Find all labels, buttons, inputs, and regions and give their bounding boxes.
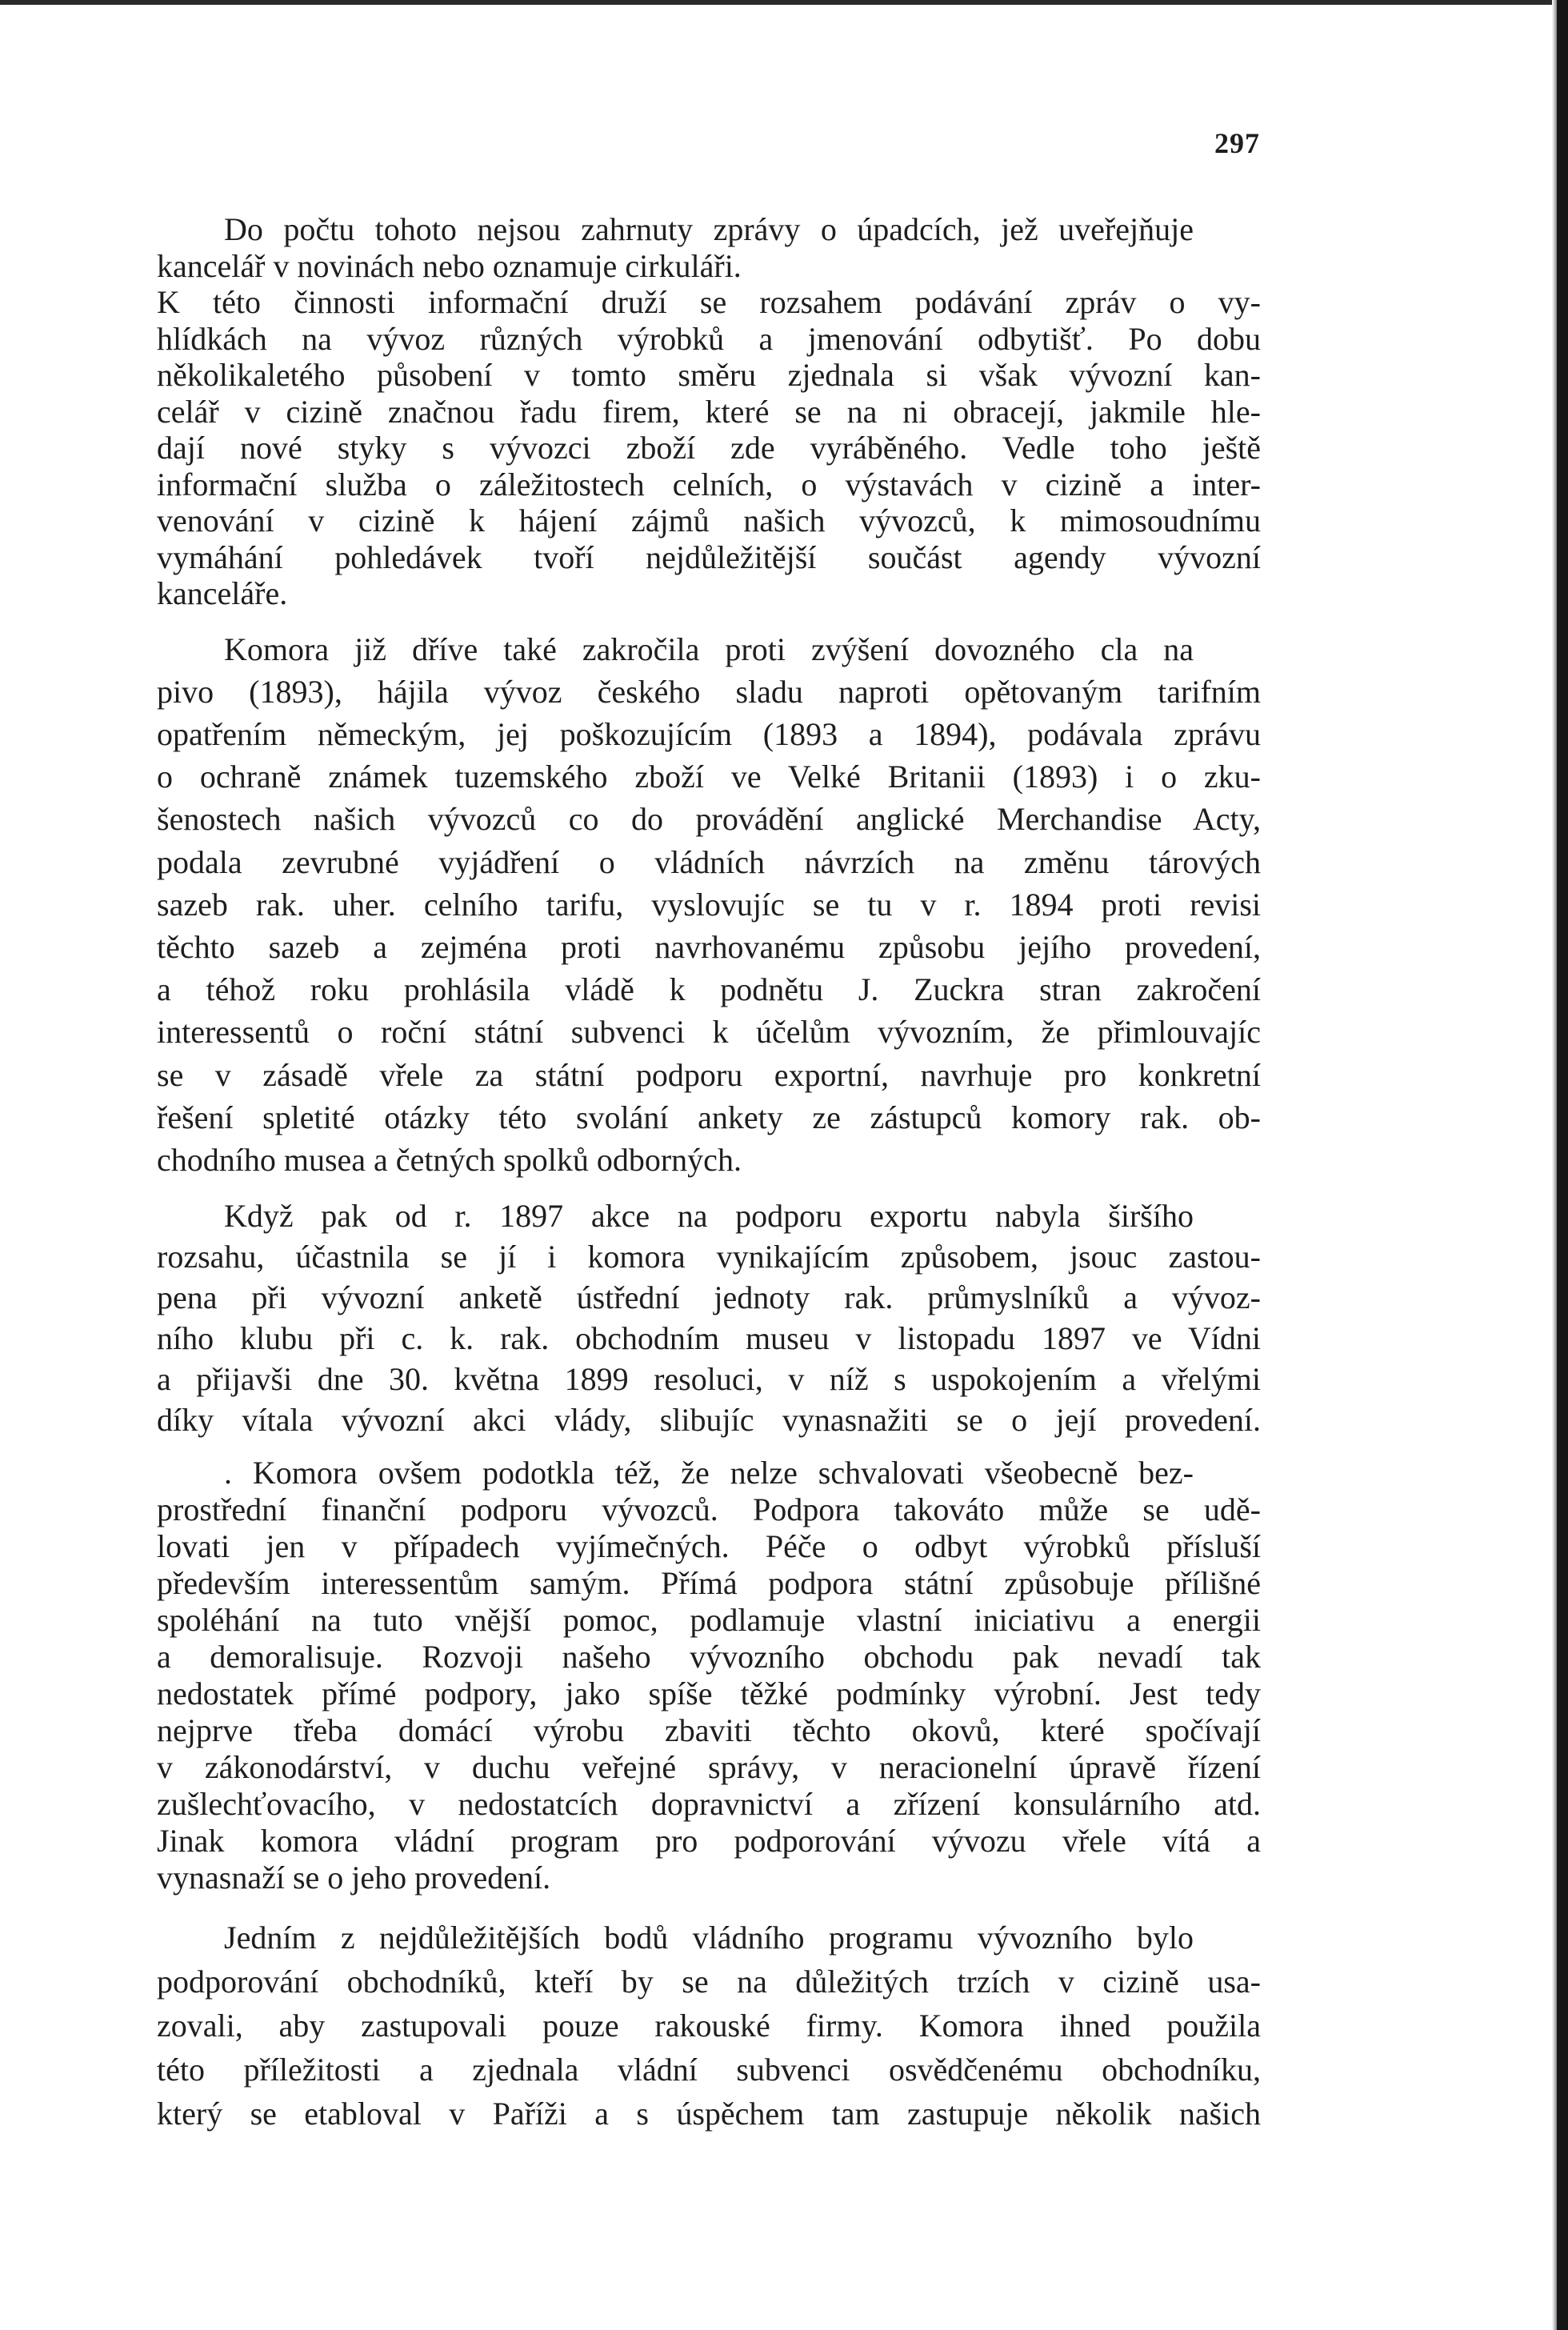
text-line: vynasnaží se o jeho provedení.	[157, 1860, 551, 1896]
text-line: venování v cizině k hájení zájmů našich vývozců, k mimosoudnímu	[157, 502, 1261, 538]
text-line: nedostatek přímé podpory, jako spíše těžké podmínky výrobní. Jest tedy	[157, 1675, 1261, 1712]
paragraph-1	[157, 211, 1261, 612]
text-line: v zákonodárství, v duchu veřejné správy, v neracionelní úpravě řízení	[157, 1749, 1261, 1786]
text-line: který se etabloval v Paříži a s úspěchem tam zastupuje několik našich	[157, 2096, 1261, 2132]
text-line: této příležitosti a zjednala vládní subvenci osvědčenému obchodníku,	[157, 2052, 1261, 2088]
text-line: zovali, aby zastupovali pouze rakouské firmy. Komora ihned použila	[157, 2008, 1261, 2044]
scan-top-edge	[0, 0, 1568, 5]
text-line: o ochraně známek tuzemského zboží ve Velké Britanii (1893) i o zku-	[157, 759, 1261, 795]
text-line: rozsahu, účastnila se jí i komora vynikajícím způsobem, jsouc zastou-	[157, 1239, 1261, 1275]
text-line: a demoralisuje. Rozvoji našeho vývozního obchodu pak nevadí tak	[157, 1639, 1261, 1675]
paragraph-4	[157, 1455, 1261, 1896]
body-text	[157, 211, 1261, 2136]
text-line: a přijavši dne 30. května 1899 resoluci, v níž s uspokojením a vřelými	[157, 1361, 1261, 1398]
paragraph-2	[157, 628, 1261, 1182]
text-line: několikaletého působení v tomto směru zjednala si však vývozní kan-	[157, 357, 1261, 393]
text-line: . Komora ovšem podotkla též, že nelze schvalovati všeobecně bez-	[224, 1455, 1194, 1491]
text-line: hlídkách na vývoz různých výrobků a jmenování odbytišť. Po dobu	[157, 320, 1261, 357]
text-line: celář v cizině značnou řadu firem, které se na ni obracejí, jakmile hle-	[157, 393, 1261, 430]
text-line: informační služba o záležitostech celních, o výstavách v cizině a inter-	[157, 466, 1261, 502]
text-line: podala zevrubné vyjádření o vládních návrzích na změnu tárových	[157, 843, 1261, 880]
text-line: především interessentům samým. Přímá podpora státní způsobuje přílišné	[157, 1565, 1261, 1602]
text-line: opatřením německým, jej poškozujícím (1893 a 1894), podávala zprávu	[157, 715, 1261, 752]
text-line: prostřední finanční podporu vývozců. Podpora takováto může se udě-	[157, 1491, 1261, 1528]
text-line: Jinak komora vládní program pro podporování vývozu vřele vítá a	[157, 1823, 1261, 1860]
text-line: podporování obchodníků, kteří by se na důležitých trzích v cizině usa-	[157, 1964, 1261, 2000]
text-line: zušlechťovacího, v nedostatcích dopravnictví a zřízení konsulárního atd.	[157, 1786, 1261, 1823]
text-line: Do počtu tohoto nejsou zahrnuty zprávy o úpadcích, jež uveřejňuje	[224, 211, 1194, 247]
page-number: 297	[1214, 127, 1260, 159]
text-line: těchto sazeb a zejména proti navrhovanému způsobu jejího provedení,	[157, 928, 1261, 965]
text-line: Komora již dříve také zakročila proti zvýšení dovozného cla na	[224, 631, 1194, 667]
text-line: vymáhání pohledávek tvoří nejdůležitější součást agendy vývozní	[157, 538, 1261, 575]
text-line: kanceláře.	[157, 575, 288, 611]
text-line: Jedním z nejdůležitějších bodů vládního programu vývozního bylo	[224, 1920, 1194, 1956]
paragraph-5	[157, 1916, 1261, 2136]
text-line: řešení spletité otázky této svolání ankety ze zástupců komory rak. ob-	[157, 1099, 1261, 1135]
text-line: pivo (1893), hájila vývoz českého sladu naproti opětovaným tarifním	[157, 673, 1261, 710]
text-line: kancelář v novinách nebo oznamuje cirkuláři.	[157, 247, 742, 284]
text-line: K této činnosti informační druží se rozsahem podávání zpráv o vy-	[157, 284, 1261, 320]
text-line: spoléhání na tuto vnější pomoc, podlamuje vlastní iniciativu a energii	[157, 1602, 1261, 1639]
text-line: díky vítala vývozní akci vlády, slibujíc vynasnažiti se o její provedení.	[157, 1402, 1261, 1439]
text-line: chodního musea a četných spolků odborných.	[157, 1141, 742, 1178]
text-line: pena při vývozní anketě ústřední jednoty rak. průmyslníků a vývoz-	[157, 1279, 1261, 1316]
text-line: interessentů o roční státní subvenci k účelům vývozním, že přimlouvajíc	[157, 1014, 1261, 1051]
text-line: sazeb rak. uher. celního tarifu, vyslovujíc se tu v r. 1894 proti revisi	[157, 886, 1261, 923]
text-line: ního klubu při c. k. rak. obchodním museu v listopadu 1897 ve Vídni	[157, 1320, 1261, 1357]
text-line: šenostech našich vývozců co do provádění anglické Merchandise Acty,	[157, 801, 1261, 838]
text-line: lovati jen v případech vyjímečných. Péče o odbyt výrobků přísluší	[157, 1528, 1261, 1565]
text-line: dají nové styky s vývozci zboží zde vyráběného. Vedle toho ještě	[157, 430, 1261, 466]
text-line: se v zásadě vřele za státní podporu exportní, navrhuje pro konkretní	[157, 1056, 1261, 1093]
text-line: Když pak od r. 1897 akce na podporu exportu nabyla širšího	[224, 1198, 1194, 1235]
text-line: a téhož roku prohlásila vládě k podnětu J. Zuckra stran zakročení	[157, 971, 1261, 1008]
text-line: nejprve třeba domácí výrobu zbaviti těchto okovů, které spočívají	[157, 1712, 1261, 1749]
scan-right-edge	[1557, 0, 1568, 2330]
paragraph-3	[157, 1195, 1261, 1440]
